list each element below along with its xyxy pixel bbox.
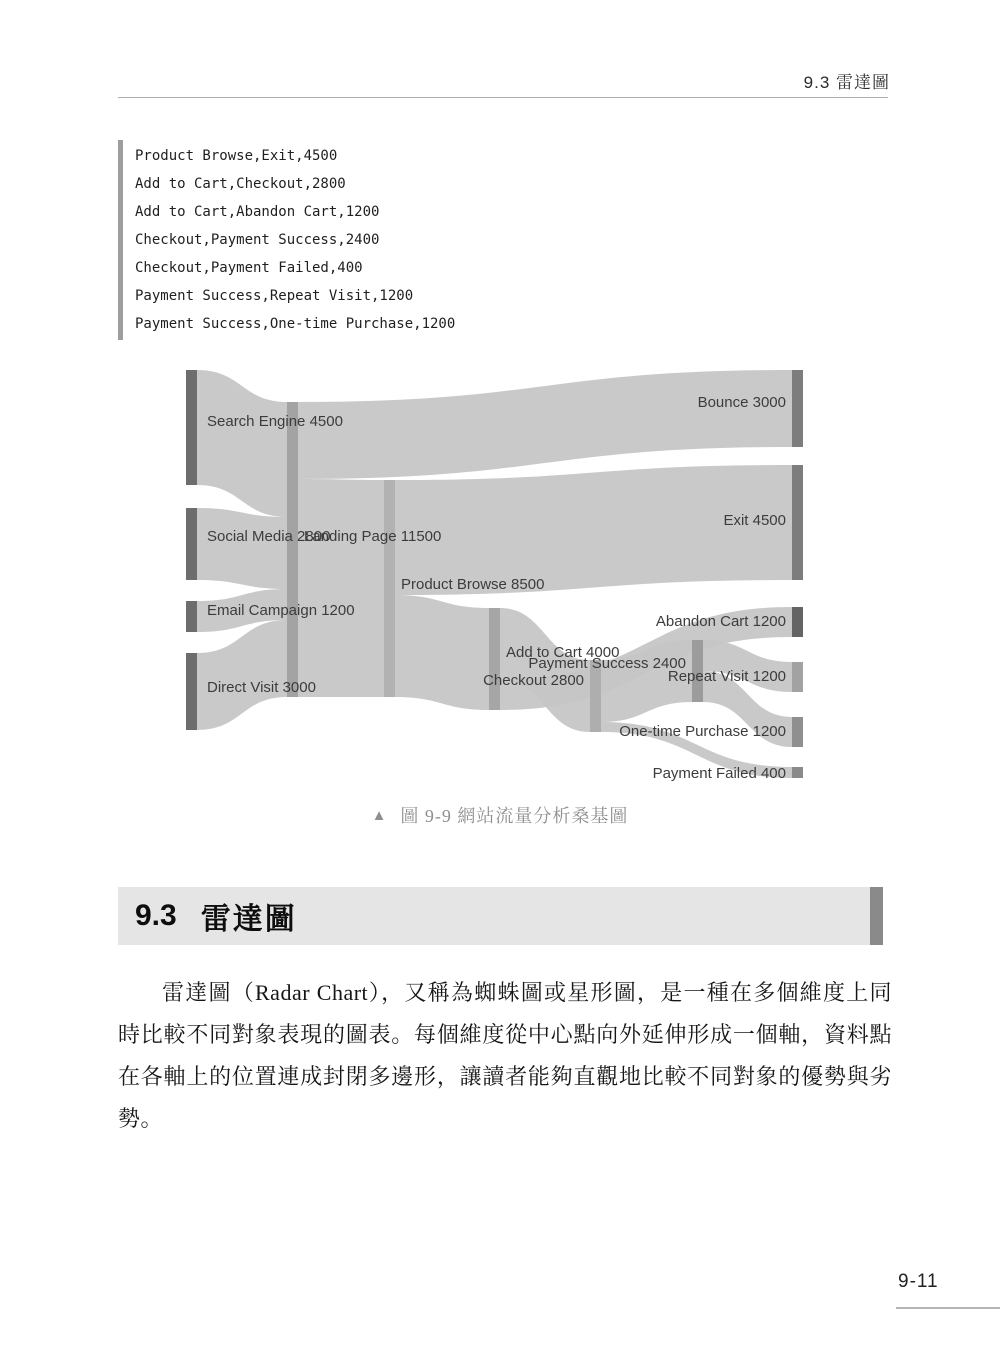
sankey-node-repeat-visit [792, 662, 803, 692]
sankey-link-landing-page-to-bounce [298, 370, 792, 479]
sankey-node-landing-page [287, 402, 298, 697]
caption-triangle-icon: ▲ [371, 807, 387, 824]
sankey-link-direct-visit-to-landing-page [197, 620, 287, 730]
code-line: Product Browse,Exit,4500 [135, 148, 338, 164]
sankey-label-abandon-cart: Abandon Cart 1200 [655, 612, 786, 630]
code-line: Add to Cart,Checkout,2800 [135, 176, 346, 192]
sankey-label-direct-visit: Direct Visit 3000 [207, 678, 316, 696]
sankey-node-exit [792, 465, 803, 580]
sankey-label-search-engine: Search Engine 4500 [207, 412, 343, 430]
sankey-node-email-campaign [186, 601, 197, 632]
sankey-link-landing-page-to-product-browse [298, 479, 384, 697]
sankey-label-checkout: Checkout 2800 [483, 671, 584, 689]
section-heading-band [118, 887, 870, 945]
sankey-label-product-browse: Product Browse 8500 [401, 575, 545, 593]
sankey-diagram [185, 365, 805, 785]
sankey-node-direct-visit [186, 653, 197, 730]
section-title: 雷達圖 [200, 903, 297, 936]
code-line: Checkout,Payment Success,2400 [135, 232, 380, 248]
sankey-label-payment-failed: Payment Failed 400 [652, 764, 786, 782]
sankey-label-add-to-cart: Add to Cart 4000 [506, 643, 620, 661]
sankey-node-payment-failed [792, 767, 803, 778]
sankey-node-product-browse [384, 480, 395, 697]
sankey-label-one-time-purchase: One-time Purchase 1200 [619, 722, 786, 740]
section-accent-bar [870, 887, 883, 945]
section-heading [118, 887, 870, 945]
sankey-link-search-engine-to-landing-page [197, 370, 287, 517]
code-line: Payment Success,One-time Purchase,1200 [135, 316, 456, 332]
code-line: Add to Cart,Abandon Cart,1200 [135, 204, 380, 220]
code-line: Checkout,Payment Failed,400 [135, 260, 363, 276]
sankey-label-payment-success: Payment Success 2400 [528, 654, 686, 672]
sankey-node-bounce [792, 370, 803, 447]
body-paragraph: 雷達圖（Radar Chart），又稱為蜘蛛圖或星形圖，是一種在多個維度上同時比較不同對象表現的圖表。每個維度從中心點向外延伸形成一個軸，資料點在各軸上的位置連成封閉多邊形，讓讀者能夠直觀地比較不同對象的優勢與劣勢。 [118, 980, 892, 1131]
footer-rule [896, 1307, 1000, 1309]
sankey-link-social-media-to-landing-page [197, 508, 287, 589]
sankey-node-abandon-cart [792, 607, 803, 637]
figure-caption [0, 802, 1000, 828]
code-lines [135, 142, 818, 338]
sankey-svg [185, 365, 805, 785]
sankey-node-one-time-purchase [792, 717, 803, 747]
sankey-node-social-media [186, 508, 197, 580]
sankey-node-add-to-cart [489, 608, 500, 710]
sankey-label-email-campaign: Email Campaign 1200 [207, 601, 355, 619]
sankey-link-product-browse-to-add-to-cart [395, 595, 489, 710]
sankey-label-exit: Exit 4500 [723, 511, 786, 529]
running-head: 9.3 雷達圖 [803, 73, 890, 92]
sankey-label-social-media: Social Media 2800 [207, 527, 331, 545]
header-rule [118, 97, 888, 98]
sankey-node-search-engine [186, 370, 197, 485]
page-number: 9-11 [898, 1271, 939, 1292]
code-block [118, 140, 818, 340]
sankey-label-landing-page: Landing Page 11500 [304, 527, 442, 545]
code-line: Payment Success,Repeat Visit,1200 [135, 288, 414, 304]
sankey-label-repeat-visit: Repeat Visit 1200 [667, 667, 786, 685]
figure-caption-text: 圖 9-9 網站流量分析桑基圖 [400, 806, 629, 826]
sankey-label-bounce: Bounce 3000 [697, 393, 786, 411]
section-number: 9.3 [135, 899, 177, 932]
